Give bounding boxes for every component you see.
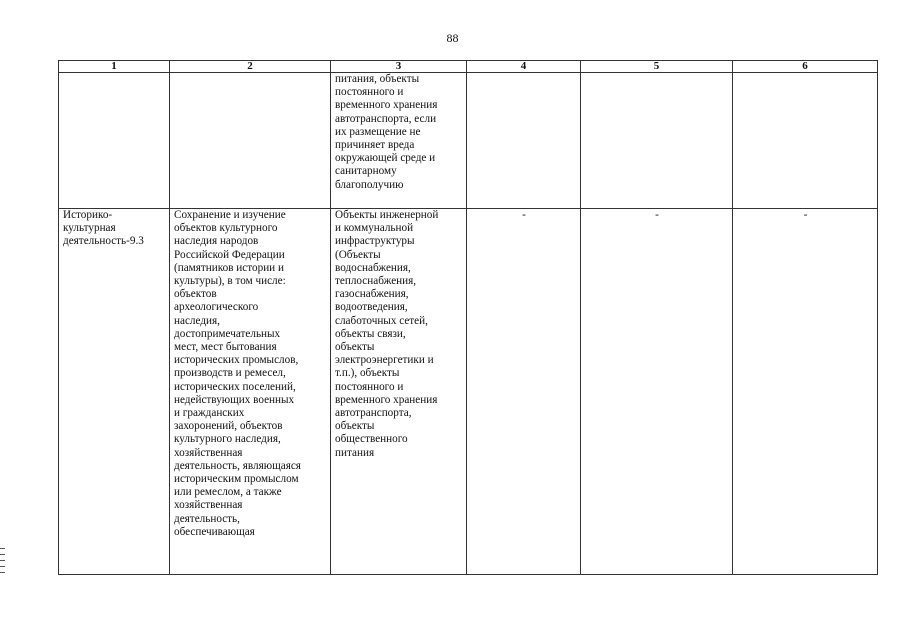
column-header-3: 3	[331, 61, 467, 73]
table-cell-dash: -	[733, 209, 878, 575]
table-cell	[581, 73, 733, 209]
table-cell	[59, 73, 170, 209]
table-cell-dash: -	[467, 209, 581, 575]
table-cell-auxiliary-uses: Объекты инженерной и коммунальной инфраструктуры (Объекты водоснабжения, теплоснабжения, газоснабжения, водоотведения, слаботочных сетей, объекты связи, объекты электроэнергетики и т.п.), объекты постоянного и временного хранения автотранспорта, объекты общественного питания	[331, 209, 467, 575]
column-header-5: 5	[581, 61, 733, 73]
table-cell: питания, объекты постоянного и временного хранения автотранспорта, если их размещение не причиняет вреда окружающей среде и санитарному благополучию	[331, 73, 467, 209]
table-cell-dash: -	[581, 209, 733, 575]
table-cell	[467, 73, 581, 209]
column-header-4: 4	[467, 61, 581, 73]
table-header-row	[59, 61, 878, 73]
column-header-1: 1	[59, 61, 170, 73]
table-cell-description: Сохранение и изучение объектов культурного наследия народов Российской Федерации (памятников истории и культуры), в том числе: объектов археологического наследия, достопримечательных мест, мест бытования исторических промыслов, производств и ремесел, исторических поселений, недействующих военных и гражданских захоронений, объектов культурного наследия, хозяйственная деятельность, являющаяся историческим промыслом или ремеслом, а также хозяйственная деятельность, обеспечивающая	[170, 209, 331, 575]
column-header-2: 2	[170, 61, 331, 73]
table-cell	[170, 73, 331, 209]
table-row	[59, 209, 878, 575]
table-cell-use-name: Историко- культурная деятельность-9.3	[59, 209, 170, 575]
page-number: 88	[446, 31, 459, 45]
table-cell	[733, 73, 878, 209]
permitted-use-table	[58, 60, 878, 575]
table-row	[59, 73, 878, 209]
binding-margin-mark	[0, 548, 6, 582]
column-header-6: 6	[733, 61, 878, 73]
